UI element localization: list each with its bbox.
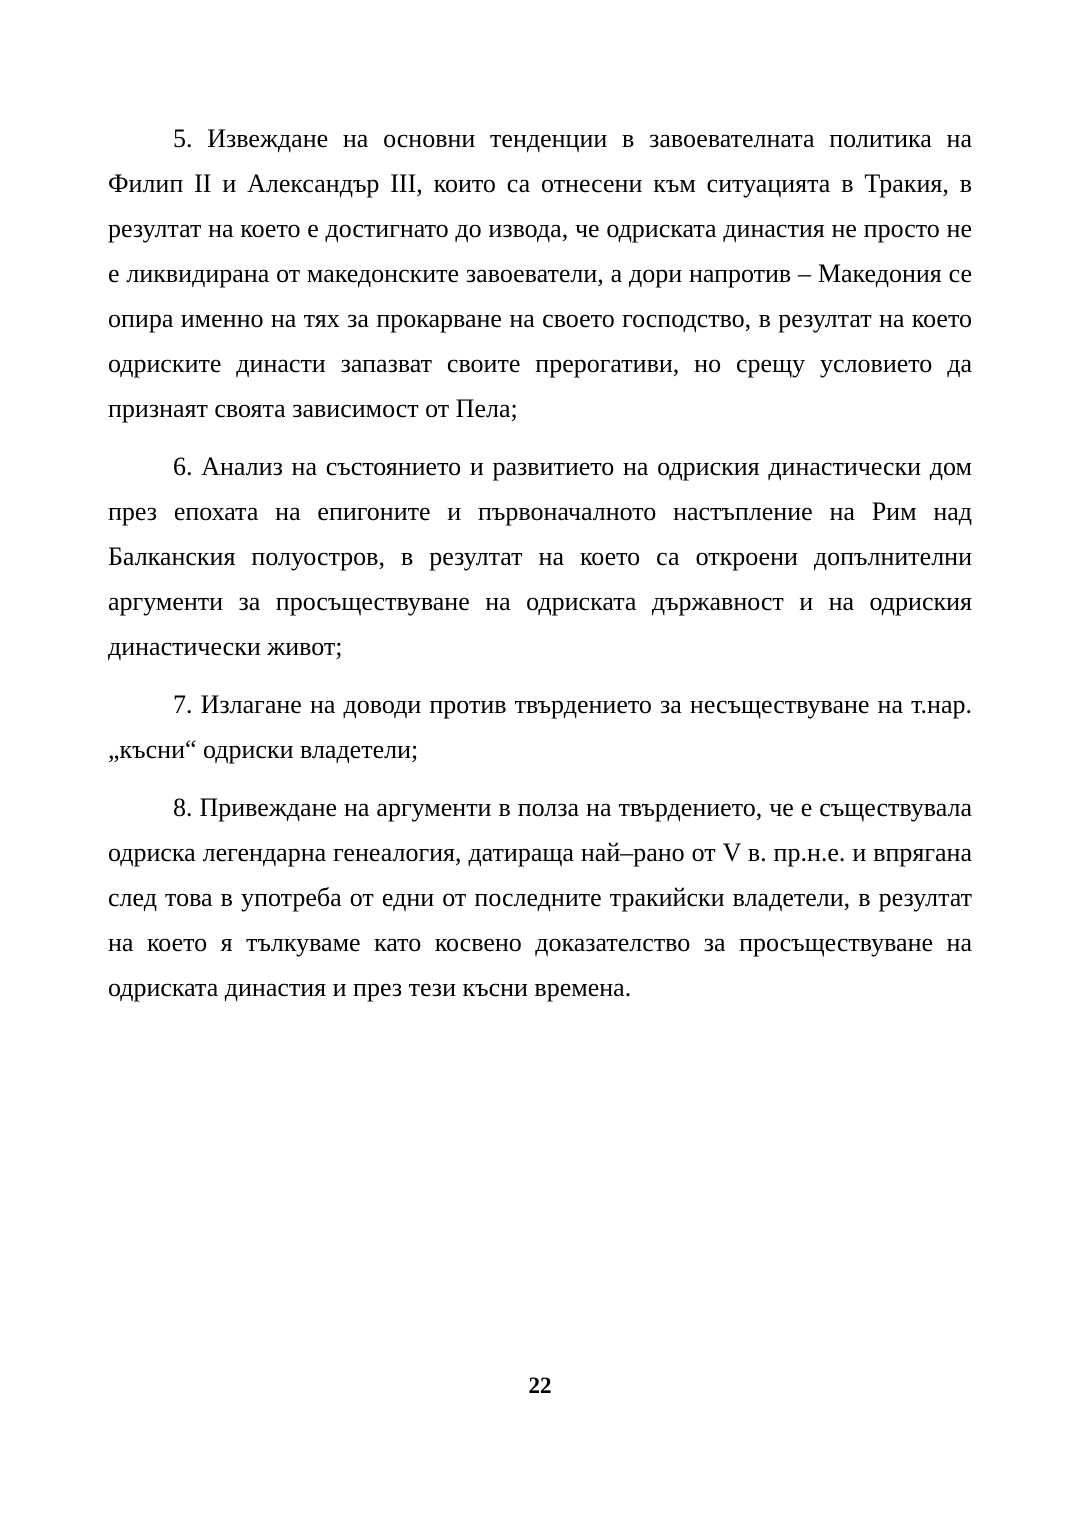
page-body (108, 116, 972, 1010)
page-footer (0, 1363, 1080, 1408)
paragraph-item-6: 6. Анализ на състоянието и развитието на одриския династически дом през епохата на епигоните и първоначалното настъпление на Рим над Балканския полуостров, в резултат на което са откроени допълнителни аргументи за просъществуване на одриската държавност и на одриския династически живот; (108, 452, 972, 661)
paragraph-item-8: 8. Привеждане на аргументи в полза на твърдението, че е съществувала одриска легендарна генеалогия, датираща най–рано от V в. пр.н.е. и впрягана след това в употреба от едни от последните тракийски владетели, в резултат на което я тълкуваме като косвено доказателство за просъществуване на одриската династия и през тези късни времена. (108, 793, 972, 1002)
page-number: 22 (528, 1373, 552, 1398)
paragraph-item-5: 5. Извеждане на основни тенденции в завоевателната политика на Филип II и Александър III, които са отнесени към ситуацията в Тракия, в резултат на което е достигнато до извода, че одриската династия не просто не е ликвидирана от македонските завоеватели, а дори напротив – Македония се опира именно на тях за прокарване на своето господство, в резултат на което одриските династи запазват своите прерогативи, но срещу условието да признаят своята зависимост от Пела; (108, 124, 972, 423)
paragraph-item-7: 7. Излагане на доводи против твърдението за несъществуване на т.нар. „късни“ одриски владетели; (108, 690, 972, 764)
